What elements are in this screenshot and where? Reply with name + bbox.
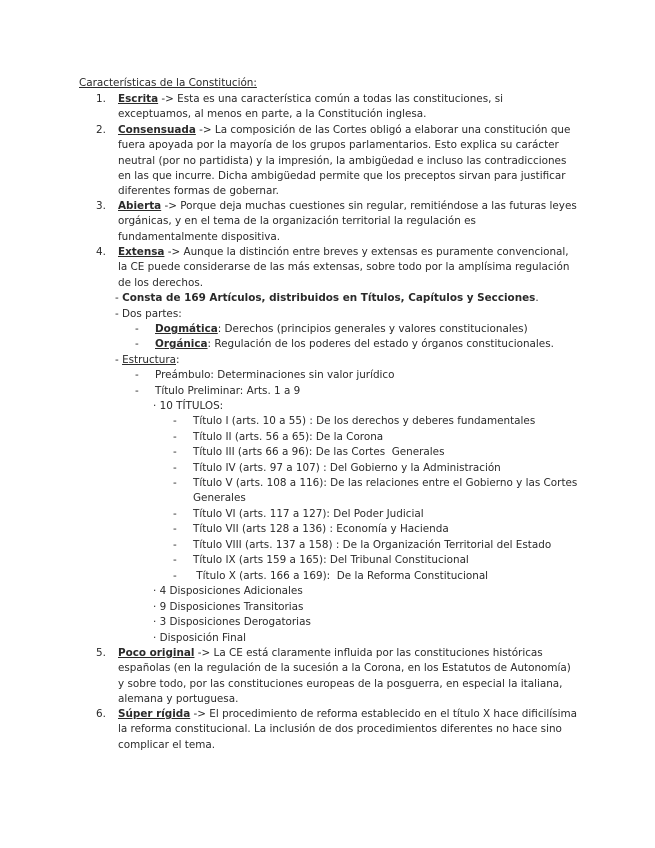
item-label: Abierta [118, 200, 162, 212]
list-number: 5. [96, 647, 106, 659]
titulo-item [173, 522, 449, 537]
item-label: Extensa [118, 246, 165, 258]
parte-organica: - Orgánica: Regulación de los poderes del estado y órganos constitucionales. [135, 338, 554, 350]
titulo-text: Título VI (arts. 117 a 127): Del Poder Judicial [193, 508, 424, 520]
bullet-dash: - [173, 462, 177, 474]
disposicion-item: · 3 Disposiciones Derogatorias [153, 616, 311, 628]
item-description: -> Esta es una característica común a todas las constituciones, si exceptuamos, al menos en parte, a la Constitución inglesa. [118, 93, 504, 121]
estructura-label: - Estructura: [115, 354, 180, 366]
titulo-text: Título II (arts. 56 a 65): De la Corona [193, 431, 384, 443]
bullet-dash: - [173, 446, 177, 458]
bullet-dash: - [173, 508, 177, 520]
item-description: -> El procedimiento de reforma establecido en el título X hace dificilísima la reforma constitucional. La inclusión de dos procedimientos diferentes no hace sino complicar el tema. [118, 708, 577, 751]
parte-dogmatica: - Dogmática: Derechos (principios generales y valores constitucionales) [135, 323, 528, 335]
bullet-dash: - [173, 431, 177, 443]
bullet-dash: - [173, 554, 177, 566]
bullet-dash: - [173, 539, 177, 551]
item-label: Poco original [118, 647, 195, 659]
parte-text: : Derechos (principios generales y valores constitucionales) [217, 323, 528, 335]
item-description: -> Aunque la distinción entre breves y extensas es puramente convencional, la CE puede considerarse de las más extensas, sobre todo por la amplísima regulación de los derechos. [118, 246, 570, 289]
titulo-text: Generales [193, 492, 246, 504]
consta-line: - Consta de 169 Artículos, distribuidos en Títulos, Capítulos y Secciones. [115, 292, 539, 304]
titulo-text: Título X (arts. 166 a 169): De la Reforma Constitucional [193, 570, 489, 582]
disposicion-item: · 9 Disposiciones Transitorias [153, 601, 304, 613]
titulo-item [173, 569, 489, 584]
bullet-dash: - [173, 523, 177, 535]
titulo-text: Título IX (arts 159 a 165): Del Tribunal Constitucional [193, 554, 469, 566]
list-number: 2. [96, 124, 106, 136]
titulo-item [173, 476, 578, 491]
parte-text: : Regulación de los poderes del estado y órganos constitucionales. [207, 338, 554, 350]
list-text [118, 92, 578, 123]
titulo-preliminar-line: - Título Preliminar: Arts. 1 a 9 [135, 385, 301, 397]
bullet-dash: - [173, 415, 177, 427]
parte-name: Dogmática [155, 323, 218, 335]
item-label: Súper rígida [118, 708, 191, 720]
preambulo-line: - Preámbulo: Determinaciones sin valor jurídico [135, 369, 395, 381]
list-number: 1. [96, 93, 106, 105]
titulo-text: Título VII (arts 128 a 136) : Economía y Hacienda [193, 523, 449, 535]
parte-name: Orgánica [155, 338, 208, 350]
list-number: 6. [96, 708, 106, 720]
titulos-label: · 10 TÍTULOS: [153, 400, 224, 412]
titulo-item [173, 414, 536, 429]
disposicion-item: · 4 Disposiciones Adicionales [153, 585, 303, 597]
titulo-item [173, 507, 424, 522]
titulo-item [173, 538, 552, 553]
bullet-dash: - [173, 477, 177, 489]
list-number: 4. [96, 246, 106, 258]
titulo-text: Título IV (arts. 97 a 107) : Del Gobierno y la Administración [193, 462, 501, 474]
item-description: -> La composición de las Cortes obligó a elaborar una constitución que fuera apoyada por la mayoría de los grupos parlamentarios. Esto explica su carácter neutral (por no partidista) y la impresión, la ambigüedad e incluso las contradicciones en las que incurre. Dicha ambigüedad permite que los preceptos sirvan para justificar diferentes formas de gobernar. [118, 124, 571, 198]
page-title: Características de la Constitución: [79, 77, 257, 89]
list-text [118, 646, 578, 707]
item-description: -> La CE está claramente influida por las constituciones históricas españolas (en la regulación de la sucesión a la Corona, en los Estatutos de Autonomía) y sobre todo, por las constituciones europeas de la posguerra, en especial la italiana, alemana y portuguesa. [118, 647, 571, 705]
consta-text: Consta de 169 Artículos, distribuidos en Títulos, Capítulos y Secciones [122, 292, 536, 304]
titulo-item [173, 461, 501, 476]
item-description: -> Porque deja muchas cuestiones sin regular, remitiéndose a las futuras leyes orgánicas, y en el tema de la organización territorial la regulación es fundamentalmente dispositiva. [118, 200, 577, 243]
item-label: Escrita [118, 93, 159, 105]
list-text [118, 245, 578, 291]
list-text [118, 123, 578, 199]
item-label: Consensuada [118, 124, 196, 136]
list-text [118, 707, 578, 753]
titulo-item [173, 430, 384, 445]
list-text [118, 199, 578, 245]
titulo-text: Título V (arts. 108 a 116): De las relaciones entre el Gobierno y las Cortes [193, 477, 578, 489]
titulo-text: Título III (arts 66 a 96): De las Cortes Generales [193, 446, 445, 458]
disposicion-item: · Disposición Final [153, 632, 246, 644]
list-number: 3. [96, 200, 106, 212]
partes-label: - Dos partes: [115, 308, 182, 320]
titulo-item [173, 445, 445, 460]
titulo-text: Título VIII (arts. 137 a 158) : De la Organización Territorial del Estado [193, 539, 552, 551]
bullet-dash: - [173, 570, 177, 582]
titulo-item [173, 553, 469, 568]
titulo-text: Título I (arts. 10 a 55) : De los derechos y deberes fundamentales [193, 415, 536, 427]
